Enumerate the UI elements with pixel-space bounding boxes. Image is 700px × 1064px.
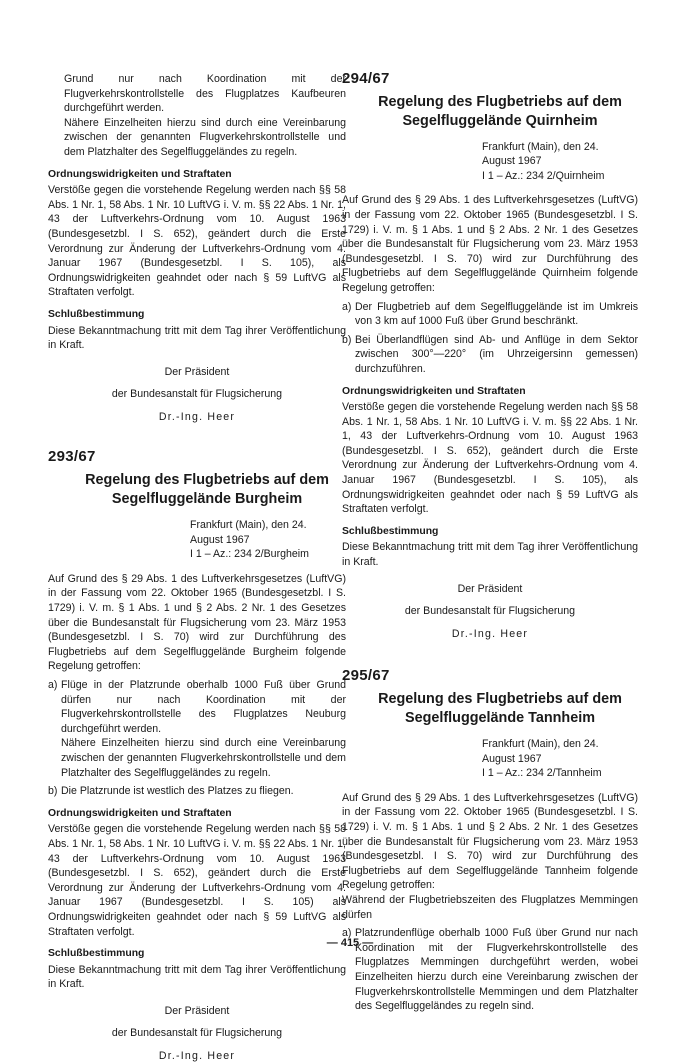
section-heading: Ordnungswidrigkeiten und Straftaten [48,168,232,180]
left-column [48,72,346,1064]
section-heading: Ordnungswidrigkeiten und Straftaten [48,807,232,819]
signature-authority: der Bundesanstalt für Flugsicherung [111,1027,283,1040]
section-heading: Ordnungswidrigkeiten und Straftaten [342,385,526,397]
list-item [48,678,346,780]
list-text: Platzrundenflüge oberhalb 1000 Fuß über Grund nur nach Koordination mit der Flugverkehrskontrollstelle des Flugplatzes Memmingen durchgeführt werden, wobei Einzelheiten hierzu durch eine Vereinbarung zwischen der Flugverkehrskontrollstelle Memmingen und dem Platzhalter des Segelfluggeländes zu regeln sind. [355,927,638,1013]
list-text: Die Platzrunde ist westlich des Platzes zu fliegen. [61,785,294,798]
list-marker: b) [48,785,58,798]
notice-paragraph: Auf Grund des § 29 Abs. 1 des Luftverkehrsgesetzes (LuftVG) in der Fassung vom 22. Oktober 1965 (Bundesgesetzbl. I S. 1729) i. V. m. § 1 Abs. 1 und § 2 Abs. 2 Nr. 1 des Gesetzes über die Bundesanstalt für Flugsicherung vom 23. März 1953 (Bundesgesetzbl. I S. 70) wird zur Durchführung des Flugbetriebs auf dem Segelfluggelände Quirnheim folgende Regelung getroffen: [342,194,638,294]
list-marker: a) [48,679,58,691]
notice-title-line-2: Segelfluggelände Tannheim [404,710,596,726]
notice-paragraph: Auf Grund des § 29 Abs. 1 des Luftverkehrsgesetzes (LuftVG) in der Fassung vom 22. Oktober 1965 (Bundesgesetzbl. I S. 1729) i. V. m. § 1 Abs. 1 und § 2 Abs. 2 Nr. 1 des Gesetzes über die Bundesanstalt für Flugsicherung vom 23. März 1953 (Bundesgesetzbl. I S. 70) wird zur Durchführung des Flugbetriebs auf dem Segelfluggelände Burgheim folgende Regelung getroffen: [48,572,346,673]
signature-name: Dr.-Ing. Heer [158,410,236,423]
notice-paragraph: Auf Grund des § 29 Abs. 1 des Luftverkehrsgesetzes (LuftVG) in der Fassung vom 22. Oktober 1965 (Bundesgesetzbl. I S. 1729) i. V. m. § 1 Abs. 1 und § 2 Abs. 2 Nr. 1 des Gesetzes über die Bundesanstalt für Flugsicherung vom 23. März 1953 (Bundesgesetzbl. I S. 70) wird zur Durchführung des Flugbetriebs auf dem Segelfluggelände Tannheim folgende Regelung getroffen: [342,791,638,892]
place-date: Frankfurt (Main), den 24. August 1967 [482,738,599,765]
notice-title-line-2: Segelfluggelände Burgheim [111,491,303,508]
notice-number: 294/67 [342,70,390,87]
notice-title-line-2: Segelfluggelände Quirnheim [402,112,598,129]
list-marker: a) [342,927,352,940]
notice-title-line-1: Regelung des Flugbetriebs auf dem [85,472,329,489]
list-item [342,300,638,329]
section-heading: Schlußbestimmung [342,525,439,537]
list-text: Nähere Einzelheiten hierzu sind durch eine Vereinbarung zwischen der genannten Flugverkehrskontrollstelle und dem Platzhalter des Segelfluggeländes zu regeln. [61,737,346,779]
notice-title [48,471,346,509]
section-text: Diese Bekanntmachung tritt mit dem Tag ihrer Veröffentlichung in Kraft. [48,963,346,991]
intro-paragraph-1: Grund nur nach Koordination mit der Flugverkehrskontrollstelle des Flugplatzes Kaufbeuren durchgeführt werden. [64,73,346,115]
section-text: Verstöße gegen die vorstehende Regelung werden nach §§ 58 Abs. 1 Nr. 1, 58 Abs. 1 Nr. 10 LuftVG i. V. m. §§ 22 Abs. 1 Nr. 1, 43 der Luftverkehrs-Ordnung vom 10. August 1963 (Bundesgesetzbl. I S. 652), geändert durch die Erste Verordnung zur Änderung der Luftverkehrs-Ordnung vom 4. Januar 1967 (Bundesgesetzbl. I S. 105), als Ordnungswidrigkeiten geahndet oder nach § 59 LuftVG als Straftaten verfolgt. [48,184,346,299]
notice-place-date [48,518,346,562]
place-date: Frankfurt (Main), den 24. August 1967 [482,140,599,168]
signature-title: Der Präsident [457,582,523,595]
list-item [342,333,638,377]
notice-place-date [342,140,638,184]
signature-title: Der Präsident [164,1004,230,1017]
notice-number: 293/67 [48,448,96,466]
signature-block [342,582,638,642]
signature-authority: der Bundesanstalt für Flugsicherung [404,605,576,618]
right-column [342,72,638,1014]
list-marker: b) [342,333,352,346]
list-text: Der Flugbetrieb auf dem Segelfluggelände ist im Umkreis von 3 km auf 1000 Fuß über Grund beschränkt. [355,300,638,328]
signature-title: Der Präsident [164,365,230,378]
notice-title [342,690,638,728]
notice-paragraph: Während der Flugbetriebszeiten des Flugplatzes Memmingen dürfen [342,893,638,921]
reference: I 1 – Az.: 234 2/Burgheim [190,548,309,561]
page-number: — 415 — [326,937,374,949]
list-text: Bei Überlandflügen sind Ab- und Anflüge in dem Sektor zwischen 300°—220° (im Uhrzeigersinn gemessen) durchzuführen. [355,333,638,375]
signature-name: Dr.-Ing. Heer [451,627,529,640]
notice-title-line-1: Regelung des Flugbetriebs auf dem [378,691,622,707]
notice-number: 295/67 [342,667,390,685]
signature-block [48,365,346,425]
signature-name: Dr.-Ing. Heer [158,1050,236,1063]
section-text: Verstöße gegen die vorstehende Regelung werden nach §§ 58 Abs. 1 Nr. 1, 58 Abs. 1 Nr. 10 LuftVG i. V. m. §§ 22 Abs. 1 Nr. 1, 43 der Luftverkehrs-Ordnung vom 10. August 1963 (Bundesgesetzbl. I S. 652), geändert durch die Erste Verordnung zur Änderung der Luftverkehrs-Ordnung vom 4. Januar 1967 (Bundesgesetzbl. I S. 105) als Ordnungswidrigkeiten geahndet oder nach § 59 LuftVG als Straftaten verfolgt. [48,823,346,938]
list-item [48,784,346,799]
section-text: Verstöße gegen die vorstehende Regelung werden nach §§ 58 Abs. 1 Nr. 1, 58 Abs. 1 Nr. 10 LuftVG i. V. m. §§ 22 Abs. 1 Nr. 1, 43 der Luftverkehrs-Ordnung vom 10. August 1963 (Bundesgesetzbl. I S. 652), geändert durch die Erste Verordnung zur Änderung der Luftverkehrs-Ordnung vom 4. Januar 1967 (Bundesgesetzbl. I S. 105), als Ordnungswidrigkeiten geahndet oder nach § 59 LuftVG als Straftaten verfolgt. [342,401,638,516]
section-heading: Schlußbestimmung [48,308,145,320]
intro-paragraph-2: Nähere Einzelheiten hierzu sind durch eine Vereinbarung zwischen der genannten Flugverkehrskontrollstelle und dem Platzhalter des Segelfluggeländes zu regeln. [64,116,346,158]
list-text: Flüge in der Platzrunde oberhalb 1000 Fuß über Grund dürfen nur nach Koordination mit der Flugverkehrskontrollstelle des Flugplatzes Neuburg durchgeführt werden. [61,679,346,735]
section-heading: Schlußbestimmung [48,948,145,960]
reference: I 1 – Az.: 234 2/Quirnheim [482,169,605,182]
signature-authority: der Bundesanstalt für Flugsicherung [111,388,283,401]
section-text: Diese Bekanntmachung tritt mit dem Tag ihrer Veröffentlichung in Kraft. [342,541,638,569]
place-date: Frankfurt (Main), den 24. August 1967 [190,519,307,546]
list-marker: a) [342,300,352,313]
notice-title [342,93,638,131]
reference: I 1 – Az.: 234 2/Tannheim [482,767,602,780]
signature-block [48,1004,346,1064]
notice-place-date [342,737,638,781]
section-text: Diese Bekanntmachung tritt mit dem Tag ihrer Veröffentlichung in Kraft. [48,324,346,352]
notice-title-line-1: Regelung des Flugbetriebs auf dem [378,93,622,110]
